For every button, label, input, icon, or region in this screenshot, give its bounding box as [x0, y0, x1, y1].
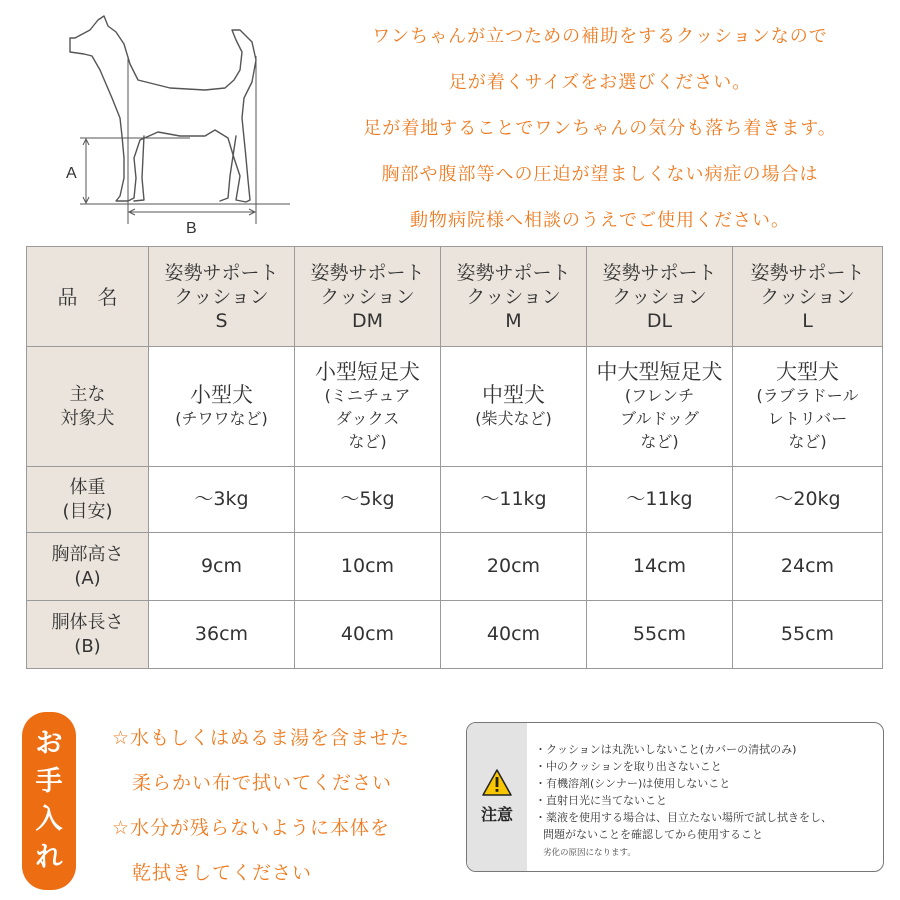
target-cell — [295, 347, 441, 467]
label-a: A — [66, 165, 77, 182]
caution-item: ・直射日光に当てないこと — [535, 794, 667, 807]
target-main: 大型犬 — [776, 359, 839, 384]
warning-icon — [482, 769, 512, 796]
caution-note: 劣化の原因になります。 — [543, 848, 636, 858]
product-name: クッション — [612, 285, 707, 308]
intro-line: 足が着くサイズをお選びください。 — [448, 72, 752, 93]
weight-cell: ～5kg — [295, 467, 441, 533]
target-main: 中大型短足犬 — [596, 359, 723, 384]
chest-cell: 10cm — [295, 533, 441, 601]
size-table — [26, 246, 883, 669]
product-name: 姿勢サポート — [602, 261, 717, 284]
caution-item: ・薬液を使用する場合は、目立たない場所で試し拭きをし、 — [535, 811, 832, 824]
care-line: 柔らかい布で拭いてください — [132, 772, 393, 794]
product-size: DL — [646, 309, 673, 332]
badge-char: れ — [35, 842, 63, 873]
product-name: クッション — [466, 285, 561, 308]
body-cell: 40cm — [295, 601, 441, 669]
weight-cell: ～11kg — [587, 467, 733, 533]
label-line: (目安) — [62, 500, 113, 522]
body-cell: 36cm — [149, 601, 295, 669]
product-size: M — [505, 309, 522, 332]
target-sub: など) — [788, 431, 827, 451]
product-header-dl — [587, 247, 733, 347]
chest-cell: 14cm — [587, 533, 733, 601]
target-sub: (ミニチュア — [324, 385, 411, 405]
dog-measurement-diagram — [30, 8, 300, 240]
target-sub: (フレンチ — [624, 385, 695, 405]
care-line: ☆水分が残らないように本体を — [112, 817, 391, 839]
chest-cell: 24cm — [733, 533, 883, 601]
target-main: 小型短足犬 — [315, 359, 420, 384]
product-name: 姿勢サポート — [310, 261, 425, 284]
care-badge — [22, 712, 76, 890]
table-row-target — [27, 347, 883, 467]
product-name: クッション — [320, 285, 415, 308]
care-line: ☆水もしくはぬるま湯を含ませた — [112, 727, 411, 749]
caution-item: ・有機溶剤(シンナー)は使用しないこと — [535, 777, 731, 790]
body-length-label — [27, 601, 149, 669]
label-line: (A) — [74, 567, 101, 589]
target-sub: ブルドッグ — [620, 408, 699, 428]
body-cell: 55cm — [587, 601, 733, 669]
intro-line: 胸部や腹部等への圧迫が望ましくない病症の場合は — [381, 164, 819, 185]
target-sub: (ラブラドール — [756, 385, 859, 405]
dog-outline — [70, 16, 256, 202]
product-name: 姿勢サポート — [750, 261, 865, 284]
product-header-l — [733, 247, 883, 347]
product-name: クッション — [760, 285, 855, 308]
target-sub: (柴犬など) — [475, 408, 552, 428]
target-main: 小型犬 — [190, 382, 253, 407]
label-line: 胸部高さ — [51, 543, 124, 565]
target-dog-label — [27, 347, 149, 467]
product-header-s — [149, 247, 295, 347]
badge-char: お — [35, 728, 63, 759]
weight-cell: ～20kg — [733, 467, 883, 533]
target-cell — [441, 347, 587, 467]
caution-box — [466, 722, 884, 872]
care-line: 乾拭きしてください — [132, 862, 313, 884]
label-line: 体重 — [69, 476, 106, 498]
target-sub: (チワワなど) — [175, 408, 268, 428]
intro-line: 動物病院様へ相談のうえでご使用ください。 — [410, 210, 790, 231]
target-sub: など) — [348, 431, 387, 451]
target-cell — [733, 347, 883, 467]
body-cell: 40cm — [441, 601, 587, 669]
product-name: 姿勢サポート — [456, 261, 571, 284]
product-name: クッション — [174, 285, 269, 308]
caution-list — [535, 741, 875, 858]
body-cell: 55cm — [733, 601, 883, 669]
weight-cell: ～11kg — [441, 467, 587, 533]
intro-line: ワンちゃんが立つための補助をするクッションなので — [372, 26, 828, 47]
label-line: 対象犬 — [60, 407, 115, 429]
product-size: L — [802, 309, 813, 332]
intro-text — [300, 14, 900, 244]
table-row-weight — [27, 467, 883, 533]
chest-cell: 20cm — [441, 533, 587, 601]
target-main: 中型犬 — [482, 382, 545, 407]
product-size: DM — [351, 309, 384, 332]
badge-char: 手 — [35, 766, 63, 797]
product-name-header: 品 名 — [27, 247, 149, 347]
caution-item: ・クッションは丸洗いしないこと(カバーの清拭のみ) — [535, 743, 797, 756]
label-line: (B) — [74, 635, 101, 657]
chest-cell: 9cm — [149, 533, 295, 601]
weight-label — [27, 467, 149, 533]
weight-cell: ～3kg — [149, 467, 295, 533]
badge-char: 入 — [35, 804, 63, 835]
label-b: B — [186, 220, 197, 237]
product-name: 姿勢サポート — [164, 261, 279, 284]
table-header-row — [27, 247, 883, 347]
caution-side — [467, 723, 527, 871]
label-line: 胴体長さ — [51, 611, 124, 633]
caution-item: ・中のクッションを取り出さないこと — [535, 760, 722, 773]
product-size: S — [215, 309, 228, 332]
target-sub: など) — [640, 431, 679, 451]
label-line: 主な — [69, 383, 106, 405]
intro-line: 足が着地することでワンちゃんの気分も落ち着きます。 — [363, 118, 837, 139]
caution-title: 注意 — [480, 805, 513, 824]
target-sub: レトリバー — [767, 408, 848, 428]
product-header-m — [441, 247, 587, 347]
product-header-dm — [295, 247, 441, 347]
care-instructions — [112, 716, 452, 896]
caution-item: 問題がないことを確認してから使用すること — [543, 828, 763, 841]
target-cell — [587, 347, 733, 467]
table-row-chest — [27, 533, 883, 601]
target-cell — [149, 347, 295, 467]
target-sub: ダックス — [335, 408, 400, 428]
chest-height-label — [27, 533, 149, 601]
table-row-body — [27, 601, 883, 669]
